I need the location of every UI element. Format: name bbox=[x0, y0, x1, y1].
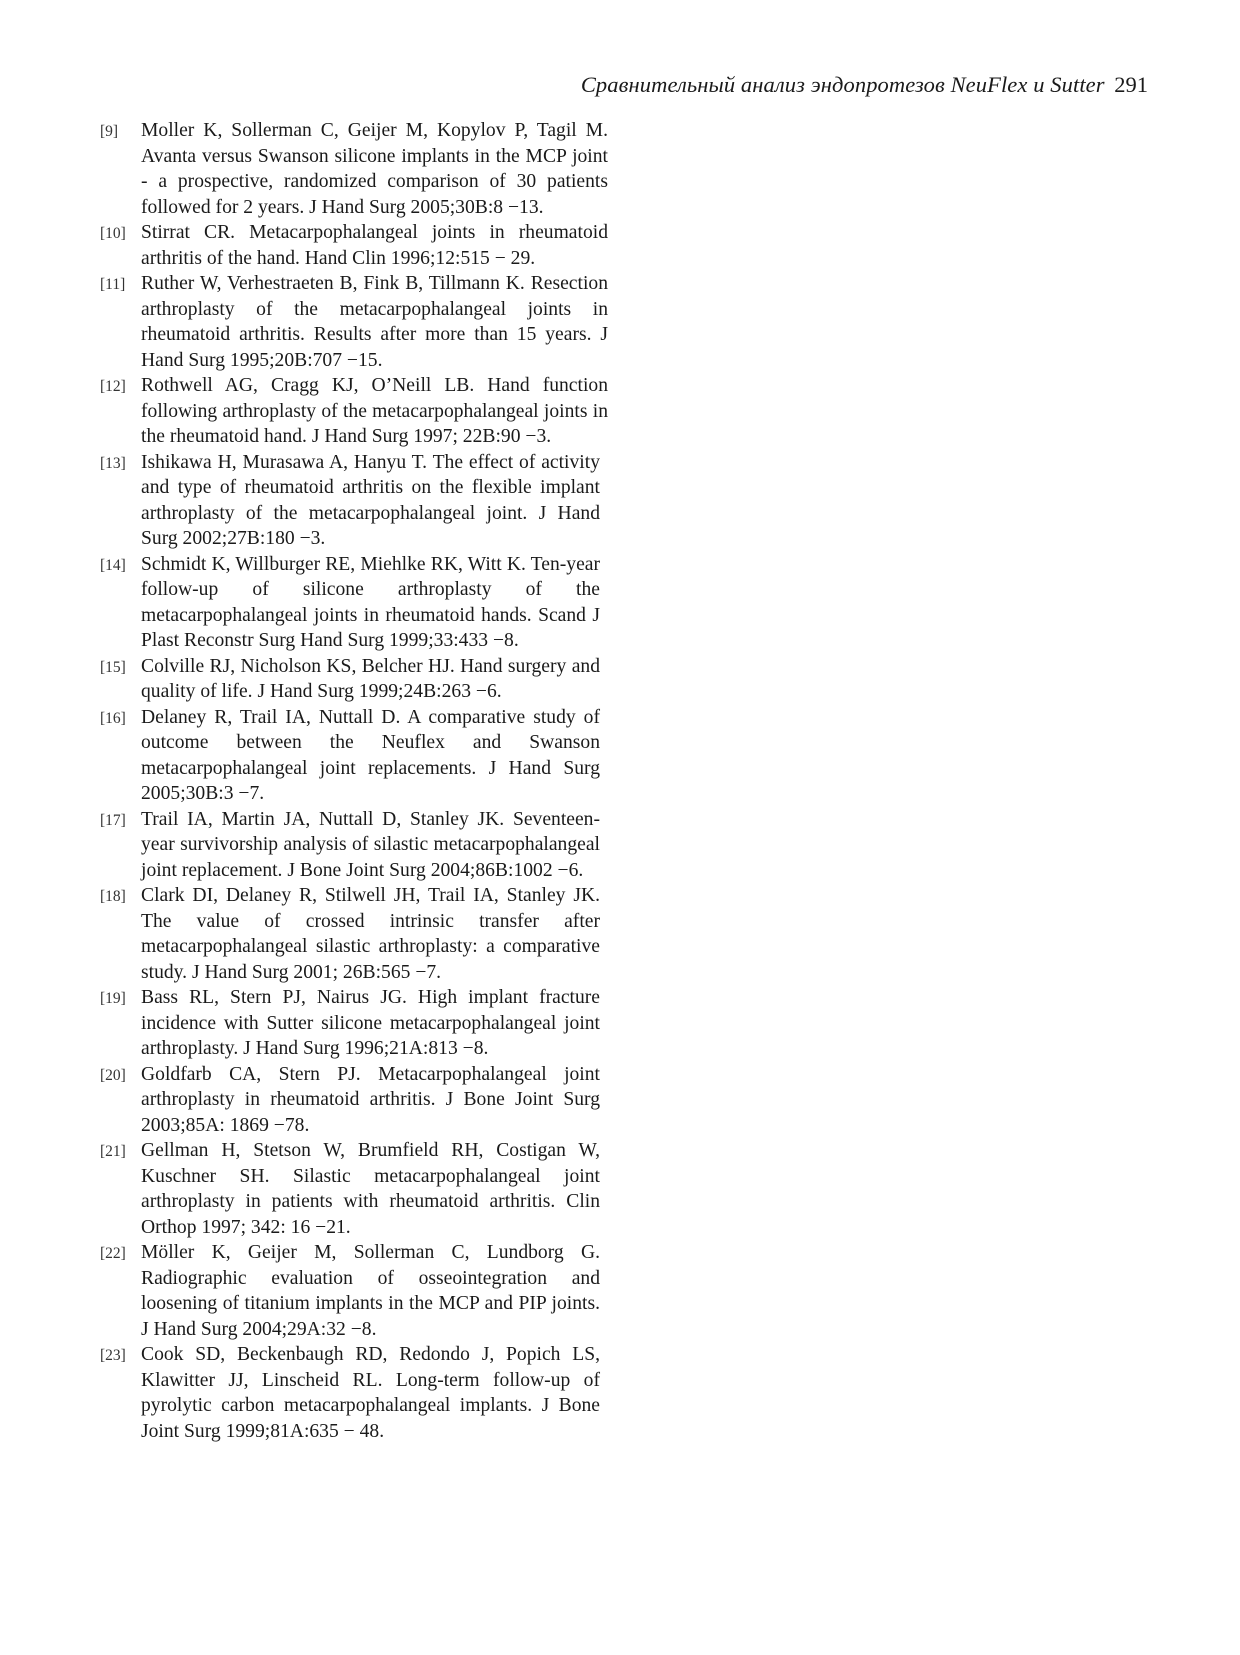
reference-item bbox=[100, 271, 608, 373]
reference-item bbox=[100, 373, 608, 450]
page-number: 291 bbox=[1114, 72, 1148, 97]
reference-number: [10] bbox=[100, 225, 126, 242]
reference-text: Stirrat CR. Metacarpophalangeal joints in rheumatoid arthritis of the hand. Hand Clin 1996;12:515 − 29. bbox=[141, 222, 608, 269]
reference-number: [13] bbox=[100, 454, 126, 472]
reference-number: [16] bbox=[100, 709, 126, 727]
reference-number: [12] bbox=[100, 378, 126, 395]
reference-number: [22] bbox=[100, 1245, 126, 1262]
reference-number: [23] bbox=[100, 1347, 126, 1364]
reference-item bbox=[100, 1342, 600, 1444]
reference-text: Ishikawa H, Murasawa A, Hanyu T. The effect of activity and type of rheumatoid arthritis on the flexible implant arthroplasty of the metacarpophalangeal joint. J Hand Surg 2002;27B:180 −3. bbox=[141, 451, 600, 549]
reference-text: Delaney R, Trail IA, Nuttall D. A comparative study of outcome between the Neuflex and Swanson metacarpophalangeal joint replacements. J Hand Surg 2005;30B:3 −7. bbox=[141, 706, 600, 804]
reference-item bbox=[100, 220, 608, 271]
reference-item bbox=[100, 118, 608, 220]
reference-item bbox=[100, 450, 600, 552]
reference-text: Moller K, Sollerman C, Geijer M, Kopylov P, Tagil M. Avanta versus Swanson silicone implants in the MCP joint - a prospective, randomized comparison of 30 patients followed for 2 years. J Hand Surg 2005;30B:8 −13. bbox=[141, 120, 608, 218]
reference-text: Bass RL, Stern PJ, Nairus JG. High implant fracture incidence with Sutter silicone metacarpophalangeal joint arthroplasty. J Hand Surg 1996;21A:813 −8. bbox=[141, 987, 600, 1059]
reference-text: Trail IA, Martin JA, Nuttall D, Stanley JK. Seventeen-year survivorship analysis of silastic metacarpophalangeal joint replacement. J Bone Joint Surg 2004;86B:1002 −6. bbox=[141, 808, 600, 881]
reference-number: [19] bbox=[100, 990, 126, 1007]
reference-item bbox=[100, 883, 600, 985]
reference-item bbox=[100, 705, 600, 807]
reference-item bbox=[100, 1240, 600, 1342]
reference-item bbox=[100, 1138, 600, 1240]
reference-text: Möller K, Geijer M, Sollerman C, Lundborg G. Radiographic evaluation of osseointegration and loosening of titanium implants in the MCP and PIP joints. J Hand Surg 2004;29A:32 −8. bbox=[141, 1242, 600, 1340]
reference-text: Clark DI, Delaney R, Stilwell JH, Trail IA, Stanley JK. The value of crossed intrinsic transfer after metacarpophalangeal silastic arthroplasty: a comparative study. J Hand Surg 2001; 26B:565 −7. bbox=[141, 885, 600, 983]
reference-number: [11] bbox=[100, 276, 126, 293]
reference-number: [18] bbox=[100, 888, 126, 905]
reference-number: [20] bbox=[100, 1066, 126, 1084]
running-header bbox=[581, 72, 1148, 98]
reference-number: [21] bbox=[100, 1143, 126, 1160]
reference-item bbox=[100, 1062, 600, 1139]
reference-list bbox=[100, 118, 608, 1444]
reference-item bbox=[100, 654, 600, 705]
reference-item bbox=[100, 807, 600, 884]
reference-number: [9] bbox=[100, 123, 119, 140]
reference-text: Schmidt K, Willburger RE, Miehlke RK, Witt K. Ten-year follow-up of silicone arthroplasty of the metacarpophalangeal joints in rheumatoid hands. Scand J Plast Reconstr Surg Hand Surg 1999;33:433 −8. bbox=[141, 553, 600, 651]
reference-number: [14] bbox=[100, 556, 126, 574]
reference-item bbox=[100, 985, 600, 1062]
reference-text: Colville RJ, Nicholson KS, Belcher HJ. Hand surgery and quality of life. J Hand Surg 1999;24B:263 −6. bbox=[141, 655, 600, 702]
reference-number: [17] bbox=[100, 811, 126, 829]
reference-text: Rothwell AG, Cragg KJ, O’Neill LB. Hand function following arthroplasty of the metacarpophalangeal joints in the rheumatoid hand. J Hand Surg 1997; 22B:90 −3. bbox=[141, 375, 608, 447]
reference-text: Cook SD, Beckenbaugh RD, Redondo J, Popich LS, Klawitter JJ, Linscheid RL. Long-term follow-up of pyrolytic carbon metacarpophalangeal implants. J Bone Joint Surg 1999;81A:635 − 48. bbox=[141, 1344, 600, 1442]
reference-text: Gellman H, Stetson W, Brumfield RH, Costigan W, Kuschner SH. Silastic metacarpophalangeal joint arthroplasty in patients with rheumatoid arthritis. Clin Orthop 1997; 342: 16 −21. bbox=[141, 1140, 600, 1238]
reference-text: Ruther W, Verhestraeten B, Fink B, Tillmann K. Resection arthroplasty of the metacarpophalangeal joints in rheumatoid arthritis. Results after more than 15 years. J Hand Surg 1995;20B:707 −15. bbox=[141, 273, 608, 371]
reference-text: Goldfarb CA, Stern PJ. Metacarpophalangeal joint arthroplasty in rheumatoid arthritis. J Bone Joint Surg 2003;85A: 1869 −78. bbox=[141, 1063, 600, 1136]
reference-item bbox=[100, 552, 600, 654]
running-title: Сравнительный анализ эндопротезов NeuFlex и Sutter bbox=[580, 72, 1105, 97]
reference-number: [15] bbox=[100, 658, 126, 676]
